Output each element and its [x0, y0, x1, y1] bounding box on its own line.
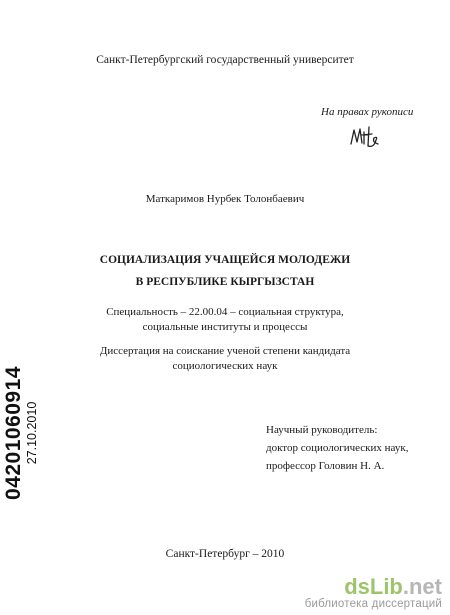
- supervisor-label: Научный руководитель:: [266, 424, 378, 436]
- thesis-title-line-1: СОЦИАЛИЗАЦИЯ УЧАЩЕЙСЯ МОЛОДЕЖИ: [99, 254, 351, 266]
- supervisor-degree: доктор социологических наук,: [266, 442, 409, 454]
- dslib-watermark: [305, 576, 442, 611]
- watermark-subtitle: библиотека диссертаций: [304, 598, 442, 610]
- dissertation-degree-line-2: социологических наук: [172, 360, 278, 372]
- city-and-year: Санкт-Петербург – 2010: [165, 548, 285, 560]
- specialty-line-2: социальные институты и процессы: [142, 321, 308, 333]
- supervisor-name: профессор Головин Н. А.: [266, 460, 385, 472]
- specialty-line-1: Специальность – 22.00.04 – социальная структура,: [106, 306, 344, 318]
- dissertation-degree-line-1: Диссертация на соискание ученой степени кандидата: [99, 345, 351, 357]
- handwritten-signature: [348, 124, 388, 150]
- university-name: Санкт-Петербургский государственный университет: [96, 54, 354, 66]
- manuscript-rights-note: На правах рукописи: [321, 106, 414, 118]
- watermark-logo: [305, 576, 442, 598]
- watermark-logo-part-2: .net: [402, 574, 442, 599]
- watermark-logo-part-1: dsLib: [344, 574, 403, 599]
- stamp-code: 04201060914: [2, 366, 25, 500]
- thesis-title-line-2: В РЕСПУБЛИКЕ КЫРГЫЗСТАН: [135, 276, 315, 288]
- stamp-date: 27.10.2010: [25, 401, 39, 465]
- library-registration-stamp: [3, 338, 43, 528]
- author-name: Маткаримов Нурбек Толонбаевич: [145, 193, 305, 205]
